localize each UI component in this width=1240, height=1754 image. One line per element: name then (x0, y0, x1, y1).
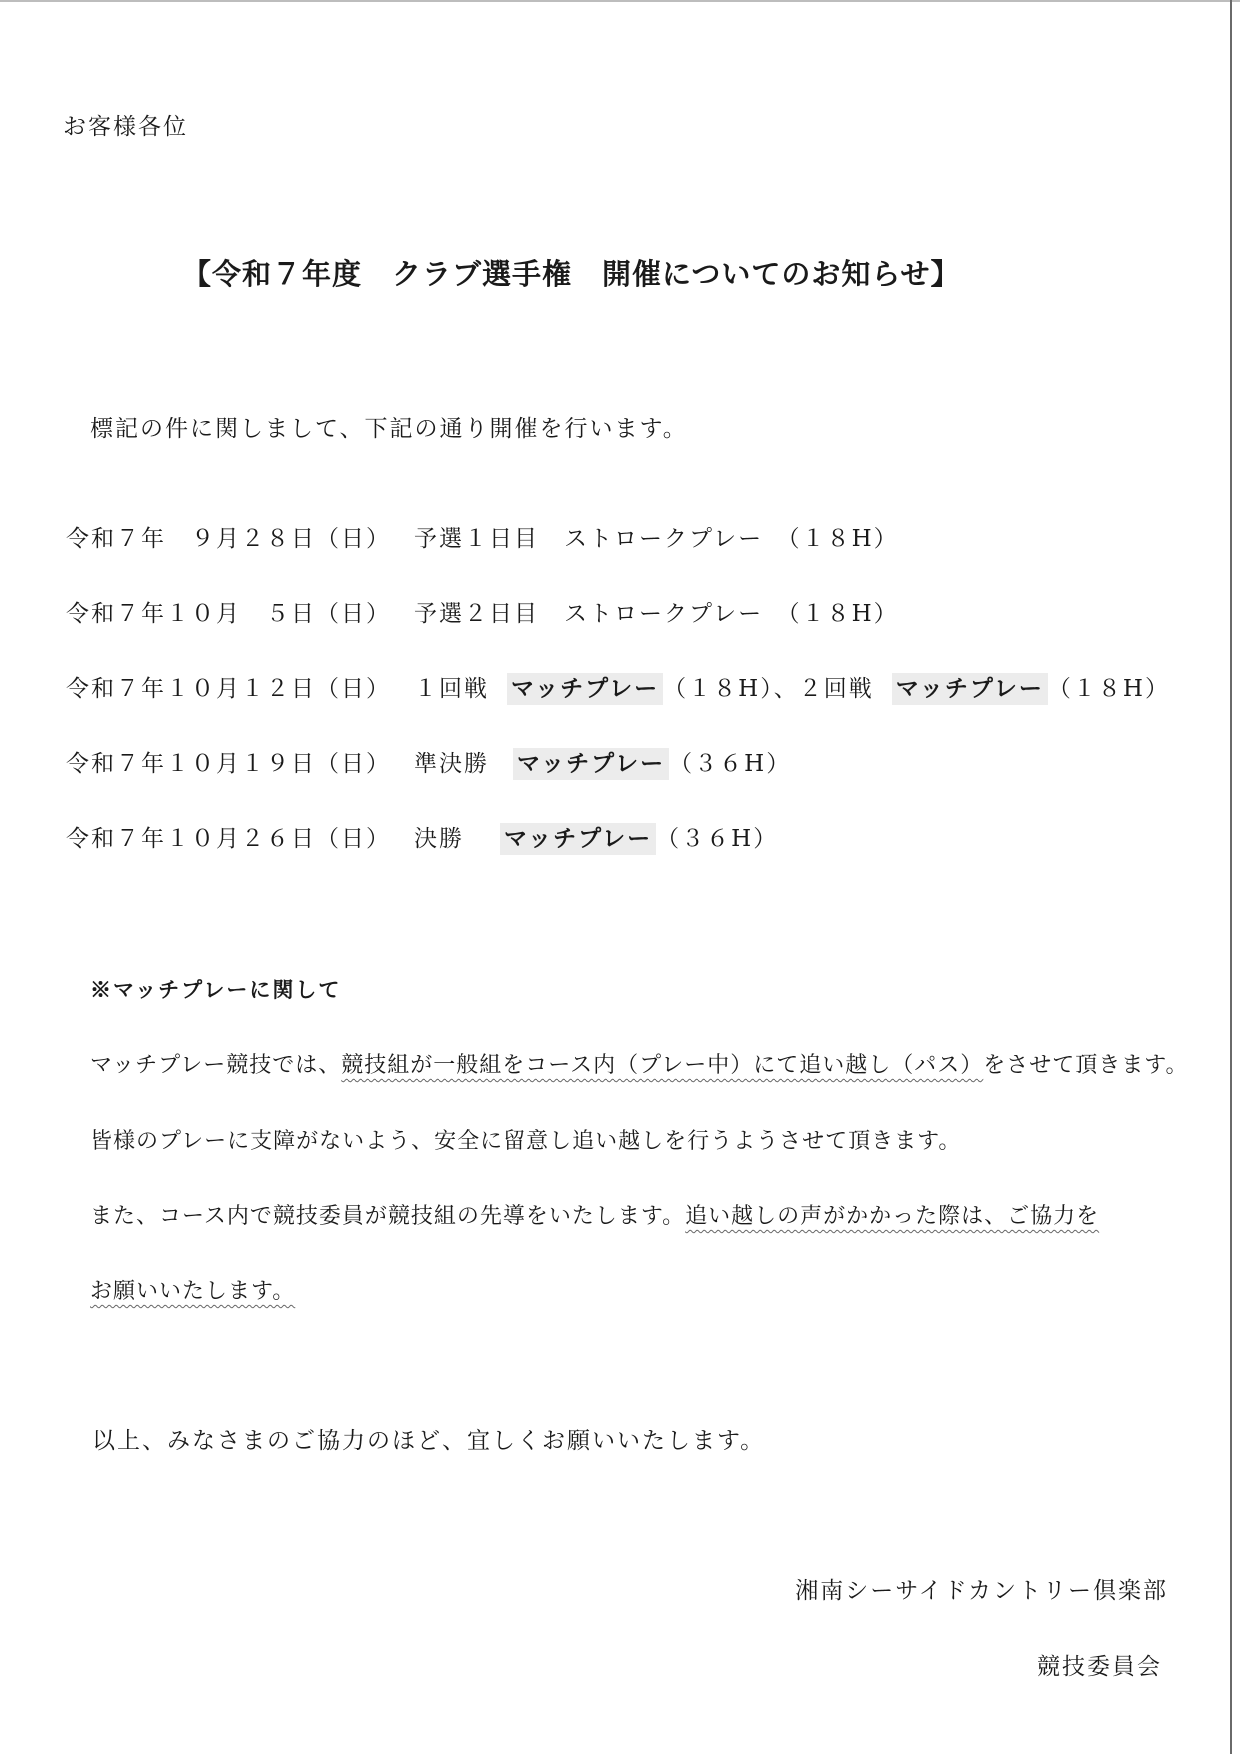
note-text: また、コース内で競技委員が競技組の先導をいたします。 (90, 1204, 686, 1229)
holes-label: （３６H） (669, 751, 792, 777)
scan-right-edge (1230, 0, 1232, 1754)
schedule-row (66, 820, 1166, 850)
note-underlined-text: 競技組が一般組をコース内（プレー中）にて追い越し（パス） (341, 1053, 984, 1078)
addressee: お客様各位 (63, 114, 188, 140)
match-play-label: マッチプレー (513, 748, 669, 780)
round-label: 決勝 (414, 826, 464, 852)
schedule-event (414, 745, 791, 778)
schedule-date: 令和７年１０月２６日（日） (66, 826, 391, 852)
round-label: 準決勝 (414, 751, 489, 777)
match-note-line (90, 1199, 1099, 1230)
schedule-row (66, 745, 1166, 775)
note-underlined-text: 追い越しの声がかかった際は、ご協力を (685, 1204, 1100, 1229)
schedule-event (414, 820, 778, 853)
round-label: １回戦 (414, 676, 489, 702)
schedule-row (66, 595, 1166, 625)
schedule-date: 令和７年 ９月２８日（日） (66, 526, 391, 552)
schedule-date: 令和７年１０月１９日（日） (66, 751, 391, 777)
match-note-line: 皆様のプレーに支障がないよう、安全に留意し追い越しを行うようさせて頂きます。 (90, 1129, 962, 1154)
match-play-label: マッチプレー (507, 673, 663, 705)
match-note-line (90, 1048, 1189, 1079)
signature-department: 競技委員会 (1037, 1654, 1162, 1680)
holes-label: （１８H） (1047, 676, 1170, 702)
schedule-event (414, 670, 1170, 703)
note-text: をさせて頂きます。 (983, 1053, 1189, 1078)
schedule-event: 予選２日目 ストロークプレー （１８H） (414, 601, 899, 627)
match-play-label: マッチプレー (500, 823, 656, 855)
intro-text: 標記の件に関しまして、下記の通り開催を行います。 (90, 416, 688, 442)
schedule-row (66, 670, 1170, 702)
note-text: マッチプレー競技では、 (90, 1053, 342, 1078)
holes-label: （１８H）、２回戦 (663, 676, 874, 702)
schedule-event: 予選１日目 ストロークプレー （１８H） (414, 526, 899, 552)
signature-organization: 湘南シーサイドカントリー倶楽部 (795, 1578, 1168, 1604)
match-play-label: マッチプレー (892, 673, 1048, 705)
schedule-date: 令和７年１０月１２日（日） (66, 676, 391, 702)
match-note-heading: ※マッチプレーに関して (90, 977, 342, 1002)
match-note-line (90, 1274, 295, 1305)
closing-text: 以上、みなさまのご協力のほど、宜しくお願いいたします。 (92, 1428, 766, 1454)
schedule-date: 令和７年１０月 ５日（日） (66, 601, 391, 627)
holes-label: （３６H） (656, 826, 779, 852)
page-title: 【令和７年度 クラブ選手権 開催についてのお知らせ】 (182, 257, 961, 291)
scan-top-edge (0, 0, 1240, 2)
schedule-row (66, 520, 1166, 550)
note-underlined-text: お願いいたします。 (90, 1279, 296, 1304)
